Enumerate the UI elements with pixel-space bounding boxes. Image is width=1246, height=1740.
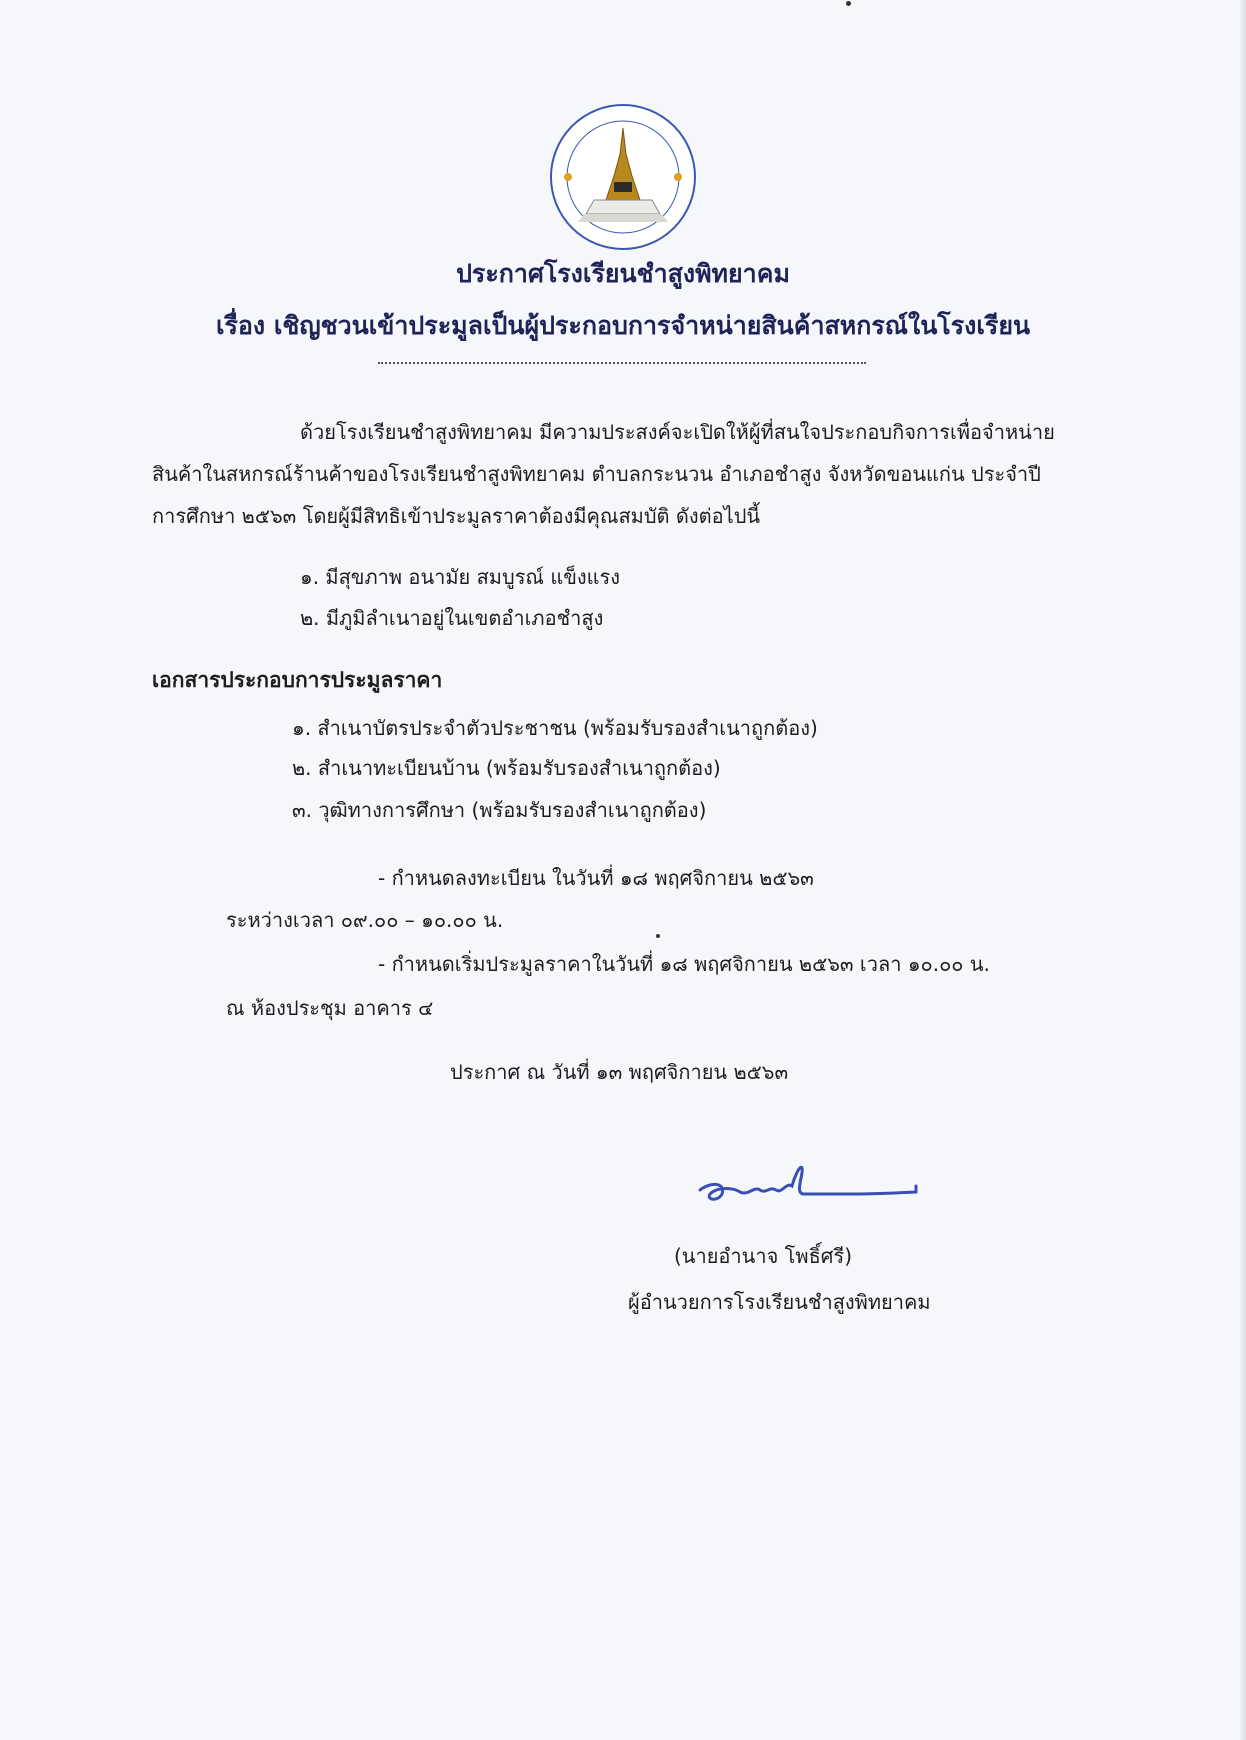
auction-date: - กำหนดเริ่มประมูลราคาในวันที่ ๑๘ พฤศจิกายน ๒๕๖๓ เวลา ๑๐.๐๐ น. (378, 952, 990, 976)
register-time: ระหว่างเวลา ๐๙.๐๐ – ๑๐.๐๐ น. (226, 908, 504, 932)
school-seal (548, 102, 698, 252)
paper-speck (846, 1, 851, 6)
documents-heading: เอกสารประกอบการประมูลราคา (152, 668, 443, 692)
announcement-title: ประกาศโรงเรียนชำสูงพิทยาคม (456, 259, 790, 288)
paragraph-line: สินค้าในสหกรณ์ร้านค้าของโรงเรียนชำสูงพิทยาคม ตำบลกระนวน อำเภอชำสูง จังหวัดขอนแก่น ประจำปี (152, 462, 1041, 486)
signature (696, 1160, 922, 1210)
document-item: ๑. สำเนาบัตรประจำตัวประชาชน (พร้อมรับรองสำเนาถูกต้อง) (292, 716, 818, 740)
register-date: - กำหนดลงทะเบียน ในวันที่ ๑๘ พฤศจิกายน ๒๕๖๓ (378, 866, 814, 890)
announcement-subject: เรื่อง เชิญชวนเข้าประมูลเป็นผู้ประกอบการจำหน่ายสินค้าสหกรณ์ในโรงเรียน (215, 311, 1031, 340)
paragraph-line: การศึกษา ๒๕๖๓ โดยผู้มีสิทธิเข้าประมูลราคาต้องมีคุณสมบัติ ดังต่อไปนี้ (152, 504, 761, 528)
document-item: ๓. วุฒิทางการศึกษา (พร้อมรับรองสำเนาถูกต้อง) (292, 798, 707, 822)
announce-date: ประกาศ ณ วันที่ ๑๓ พฤศจิกายน ๒๕๖๓ (450, 1060, 789, 1084)
auction-place: ณ ห้องประชุม อาคาร ๔ (226, 996, 434, 1020)
signatory-name: (นายอำนาจ โพธิ์ศรี) (674, 1244, 853, 1268)
dotted-divider (378, 362, 866, 364)
paragraph-line: ด้วยโรงเรียนชำสูงพิทยาคม มีความประสงค์จะเปิดให้ผู้ที่สนใจประกอบกิจการเพื่อจำหน่าย (300, 420, 1055, 444)
qualification-item: ๒. มีภูมิลำเนาอยู่ในเขตอำเภอชำสูง (300, 606, 604, 630)
document-item: ๒. สำเนาทะเบียนบ้าน (พร้อมรับรองสำเนาถูกต้อง) (292, 756, 721, 780)
qualification-item: ๑. มีสุขภาพ อนามัย สมบูรณ์ แข็งแรง (300, 565, 621, 589)
paper-speck (656, 934, 660, 938)
signatory-position: ผู้อำนวยการโรงเรียนชำสูงพิทยาคม (628, 1290, 931, 1314)
